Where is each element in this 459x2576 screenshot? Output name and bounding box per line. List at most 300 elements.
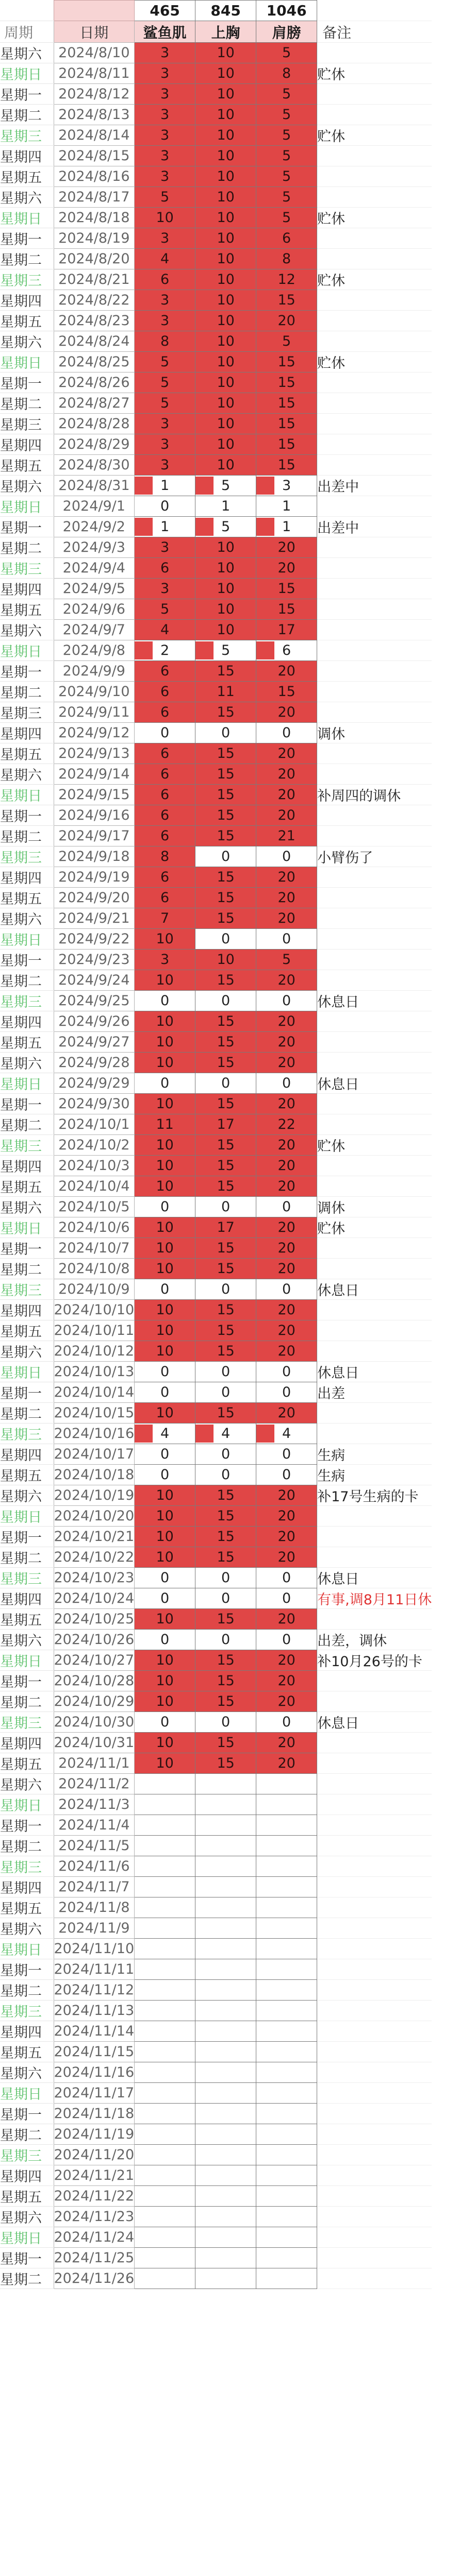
shark-muscle-cell[interactable]: 3 xyxy=(135,125,195,146)
shark-muscle-cell[interactable] xyxy=(135,1897,195,1918)
shark-muscle-cell[interactable] xyxy=(135,476,195,496)
upper-chest-cell[interactable]: 0 xyxy=(195,723,256,743)
date-cell[interactable]: 2024/11/3 xyxy=(54,1794,135,1815)
date-cell[interactable]: 2024/9/14 xyxy=(54,764,135,785)
shoulders-cell[interactable] xyxy=(256,1939,317,1959)
shoulders-cell[interactable]: 20 xyxy=(256,764,317,785)
upper-chest-cell[interactable]: 15 xyxy=(195,1609,256,1630)
shoulders-cell[interactable]: 21 xyxy=(256,826,317,846)
shark-muscle-cell[interactable]: 10 xyxy=(135,1341,195,1362)
shoulders-cell[interactable]: 12 xyxy=(256,269,317,290)
upper-chest-cell[interactable]: 10 xyxy=(195,599,256,620)
shoulders-cell[interactable]: 22 xyxy=(256,1114,317,1135)
shark-muscle-cell[interactable]: 10 xyxy=(135,1547,195,1568)
shark-muscle-cell[interactable]: 0 xyxy=(135,1279,195,1300)
date-cell[interactable]: 2024/9/4 xyxy=(54,558,135,579)
shark-muscle-cell[interactable] xyxy=(135,1815,195,1836)
date-cell[interactable]: 2024/8/22 xyxy=(54,290,135,311)
shoulders-cell[interactable]: 15 xyxy=(256,290,317,311)
totals-blank-date[interactable] xyxy=(54,1,135,21)
upper-chest-cell[interactable]: 0 xyxy=(195,1279,256,1300)
upper-chest-cell[interactable]: 10 xyxy=(195,537,256,558)
shark-muscle-cell[interactable] xyxy=(135,2042,195,2062)
upper-chest-cell[interactable]: 1 xyxy=(195,496,256,517)
date-cell[interactable]: 2024/8/21 xyxy=(54,269,135,290)
date-cell[interactable]: 2024/10/15 xyxy=(54,1403,135,1423)
shoulders-cell[interactable]: 15 xyxy=(256,455,317,476)
upper-chest-cell[interactable]: 0 xyxy=(195,1382,256,1403)
shark-muscle-cell[interactable]: 0 xyxy=(135,1382,195,1403)
total-upper-chest[interactable]: 845 xyxy=(195,1,256,21)
shark-muscle-cell[interactable]: 6 xyxy=(135,867,195,888)
date-cell[interactable]: 2024/11/11 xyxy=(54,1959,135,1980)
upper-chest-cell[interactable] xyxy=(195,1918,256,1939)
shoulders-cell[interactable] xyxy=(256,2042,317,2062)
upper-chest-cell[interactable]: 15 xyxy=(195,1403,256,1423)
shoulders-cell[interactable] xyxy=(256,1877,317,1897)
upper-chest-cell[interactable] xyxy=(195,1856,256,1877)
shark-muscle-cell[interactable]: 0 xyxy=(135,1568,195,1588)
date-cell[interactable]: 2024/10/22 xyxy=(54,1547,135,1568)
date-cell[interactable]: 2024/9/29 xyxy=(54,1073,135,1094)
upper-chest-cell[interactable]: 10 xyxy=(195,166,256,187)
upper-chest-cell[interactable] xyxy=(195,2248,256,2268)
date-cell[interactable]: 2024/9/21 xyxy=(54,908,135,929)
date-cell[interactable]: 2024/10/29 xyxy=(54,1691,135,1712)
shark-muscle-cell[interactable]: 11 xyxy=(135,1114,195,1135)
upper-chest-cell[interactable]: 0 xyxy=(195,929,256,950)
shoulders-cell[interactable]: 20 xyxy=(256,1733,317,1753)
date-cell[interactable]: 2024/10/9 xyxy=(54,1279,135,1300)
date-cell[interactable]: 2024/11/18 xyxy=(54,2104,135,2124)
date-cell[interactable]: 2024/8/25 xyxy=(54,352,135,372)
shark-muscle-cell[interactable]: 0 xyxy=(135,1588,195,1609)
date-cell[interactable]: 2024/10/20 xyxy=(54,1506,135,1527)
shoulders-cell[interactable]: 20 xyxy=(256,1053,317,1073)
shoulders-cell[interactable]: 15 xyxy=(256,352,317,372)
shoulders-cell[interactable]: 0 xyxy=(256,1588,317,1609)
shoulders-cell[interactable]: 5 xyxy=(256,208,317,228)
shoulders-cell[interactable]: 0 xyxy=(256,1279,317,1300)
date-cell[interactable]: 2024/9/25 xyxy=(54,991,135,1011)
shark-muscle-cell[interactable]: 8 xyxy=(135,331,195,352)
date-cell[interactable]: 2024/10/21 xyxy=(54,1527,135,1547)
shoulders-cell[interactable] xyxy=(256,1794,317,1815)
upper-chest-cell[interactable]: 0 xyxy=(195,1444,256,1465)
upper-chest-cell[interactable]: 10 xyxy=(195,249,256,269)
shark-muscle-cell[interactable]: 0 xyxy=(135,1362,195,1382)
date-cell[interactable]: 2024/8/16 xyxy=(54,166,135,187)
upper-chest-cell[interactable]: 10 xyxy=(195,950,256,970)
date-cell[interactable]: 2024/10/24 xyxy=(54,1588,135,1609)
shark-muscle-cell[interactable] xyxy=(135,640,195,661)
date-cell[interactable]: 2024/10/11 xyxy=(54,1320,135,1341)
upper-chest-header[interactable]: 上胸 xyxy=(195,21,256,43)
shoulders-cell[interactable] xyxy=(256,2268,317,2289)
upper-chest-cell[interactable]: 15 xyxy=(195,867,256,888)
shark-muscle-cell[interactable]: 0 xyxy=(135,991,195,1011)
date-cell[interactable]: 2024/11/1 xyxy=(54,1753,135,1774)
shark-muscle-cell[interactable] xyxy=(135,2268,195,2289)
shoulders-cell[interactable]: 8 xyxy=(256,249,317,269)
shark-muscle-cell[interactable]: 6 xyxy=(135,826,195,846)
shoulders-cell[interactable] xyxy=(256,1980,317,2001)
date-cell[interactable]: 2024/9/9 xyxy=(54,661,135,682)
upper-chest-cell[interactable]: 15 xyxy=(195,908,256,929)
shoulders-cell[interactable] xyxy=(256,2083,317,2104)
date-cell[interactable]: 2024/10/8 xyxy=(54,1259,135,1279)
date-cell[interactable]: 2024/11/13 xyxy=(54,2001,135,2021)
shoulders-cell[interactable] xyxy=(256,517,317,537)
date-cell[interactable]: 2024/8/18 xyxy=(54,208,135,228)
upper-chest-cell[interactable]: 15 xyxy=(195,702,256,723)
shoulders-cell[interactable]: 20 xyxy=(256,661,317,682)
shoulders-cell[interactable]: 20 xyxy=(256,743,317,764)
shark-muscle-cell[interactable] xyxy=(135,1918,195,1939)
shark-muscle-cell[interactable] xyxy=(135,1939,195,1959)
upper-chest-cell[interactable]: 15 xyxy=(195,1527,256,1547)
shoulders-cell[interactable]: 20 xyxy=(256,970,317,991)
date-cell[interactable]: 2024/9/22 xyxy=(54,929,135,950)
shoulders-cell[interactable]: 0 xyxy=(256,1382,317,1403)
shoulders-cell[interactable]: 5 xyxy=(256,84,317,105)
shoulders-cell[interactable] xyxy=(256,1774,317,1794)
shoulders-cell[interactable]: 0 xyxy=(256,846,317,867)
upper-chest-cell[interactable] xyxy=(195,2001,256,2021)
upper-chest-cell[interactable]: 10 xyxy=(195,105,256,125)
upper-chest-cell[interactable]: 15 xyxy=(195,970,256,991)
date-cell[interactable]: 2024/8/20 xyxy=(54,249,135,269)
shark-muscle-cell[interactable]: 3 xyxy=(135,950,195,970)
date-cell[interactable]: 2024/10/5 xyxy=(54,1197,135,1217)
upper-chest-cell[interactable]: 15 xyxy=(195,1733,256,1753)
shark-muscle-cell[interactable]: 10 xyxy=(135,1753,195,1774)
shoulders-cell[interactable] xyxy=(256,2186,317,2207)
upper-chest-cell[interactable]: 10 xyxy=(195,63,256,84)
upper-chest-cell[interactable]: 17 xyxy=(195,1217,256,1238)
upper-chest-cell[interactable]: 10 xyxy=(195,146,256,166)
shark-muscle-cell[interactable]: 0 xyxy=(135,723,195,743)
shark-muscle-cell[interactable]: 3 xyxy=(135,228,195,249)
shoulders-cell[interactable]: 20 xyxy=(256,1506,317,1527)
shoulders-cell[interactable]: 0 xyxy=(256,1568,317,1588)
shoulders-cell[interactable]: 15 xyxy=(256,393,317,414)
date-cell[interactable]: 2024/10/19 xyxy=(54,1485,135,1506)
upper-chest-cell[interactable]: 15 xyxy=(195,1094,256,1114)
upper-chest-cell[interactable]: 15 xyxy=(195,1011,256,1032)
date-cell[interactable]: 2024/10/26 xyxy=(54,1630,135,1650)
date-cell[interactable]: 2024/9/23 xyxy=(54,950,135,970)
date-cell[interactable]: 2024/8/10 xyxy=(54,43,135,63)
date-cell[interactable]: 2024/11/12 xyxy=(54,1980,135,2001)
shark-muscle-cell[interactable]: 4 xyxy=(135,249,195,269)
shoulders-cell[interactable] xyxy=(256,1836,317,1856)
date-cell[interactable]: 2024/10/16 xyxy=(54,1423,135,1444)
shark-muscle-cell[interactable] xyxy=(135,2083,195,2104)
date-cell[interactable]: 2024/10/4 xyxy=(54,1176,135,1197)
shark-muscle-cell[interactable]: 10 xyxy=(135,1259,195,1279)
shark-muscle-cell[interactable]: 10 xyxy=(135,1217,195,1238)
date-cell[interactable]: 2024/9/16 xyxy=(54,805,135,826)
shoulders-cell[interactable] xyxy=(256,2165,317,2186)
shark-muscle-cell[interactable]: 3 xyxy=(135,84,195,105)
shark-muscle-cell[interactable]: 6 xyxy=(135,661,195,682)
shark-muscle-cell[interactable]: 10 xyxy=(135,1156,195,1176)
date-cell[interactable]: 2024/9/1 xyxy=(54,496,135,517)
upper-chest-cell[interactable]: 15 xyxy=(195,1176,256,1197)
shoulders-cell[interactable] xyxy=(256,2062,317,2083)
upper-chest-cell[interactable]: 10 xyxy=(195,125,256,146)
date-cell[interactable]: 2024/10/13 xyxy=(54,1362,135,1382)
date-cell[interactable]: 2024/11/10 xyxy=(54,1939,135,1959)
upper-chest-cell[interactable] xyxy=(195,2227,256,2248)
upper-chest-cell[interactable]: 10 xyxy=(195,43,256,63)
date-cell[interactable]: 2024/9/3 xyxy=(54,537,135,558)
shoulders-cell[interactable]: 20 xyxy=(256,1135,317,1156)
upper-chest-cell[interactable] xyxy=(195,2062,256,2083)
upper-chest-cell[interactable]: 15 xyxy=(195,805,256,826)
upper-chest-cell[interactable] xyxy=(195,1897,256,1918)
shoulders-cell[interactable]: 20 xyxy=(256,1527,317,1547)
upper-chest-cell[interactable]: 10 xyxy=(195,558,256,579)
shoulders-cell[interactable]: 1 xyxy=(256,496,317,517)
date-cell[interactable]: 2024/10/12 xyxy=(54,1341,135,1362)
shark-muscle-cell[interactable]: 0 xyxy=(135,1630,195,1650)
date-cell[interactable]: 2024/11/20 xyxy=(54,2145,135,2165)
date-cell[interactable]: 2024/8/24 xyxy=(54,331,135,352)
date-cell[interactable]: 2024/11/8 xyxy=(54,1897,135,1918)
upper-chest-cell[interactable] xyxy=(195,1815,256,1836)
shark-muscle-cell[interactable]: 0 xyxy=(135,1465,195,1485)
date-cell[interactable]: 2024/9/2 xyxy=(54,517,135,537)
shoulders-cell[interactable]: 0 xyxy=(256,1712,317,1733)
shark-muscle-cell[interactable] xyxy=(135,2207,195,2227)
shoulders-cell[interactable]: 15 xyxy=(256,682,317,702)
upper-chest-cell[interactable]: 0 xyxy=(195,1568,256,1588)
date-cell[interactable]: 2024/9/17 xyxy=(54,826,135,846)
shark-muscle-cell[interactable]: 3 xyxy=(135,146,195,166)
date-cell[interactable]: 2024/8/13 xyxy=(54,105,135,125)
date-cell[interactable]: 2024/10/18 xyxy=(54,1465,135,1485)
shark-muscle-cell[interactable]: 6 xyxy=(135,888,195,908)
shark-muscle-cell[interactable]: 6 xyxy=(135,805,195,826)
date-cell[interactable]: 2024/10/14 xyxy=(54,1382,135,1403)
upper-chest-cell[interactable] xyxy=(195,2104,256,2124)
date-cell[interactable]: 2024/10/2 xyxy=(54,1135,135,1156)
shoulders-header[interactable]: 肩膀 xyxy=(256,21,317,43)
shoulders-cell[interactable]: 20 xyxy=(256,1259,317,1279)
upper-chest-cell[interactable] xyxy=(195,2083,256,2104)
shoulders-cell[interactable] xyxy=(256,2001,317,2021)
shoulders-cell[interactable]: 0 xyxy=(256,723,317,743)
shoulders-cell[interactable] xyxy=(256,1897,317,1918)
shark-muscle-cell[interactable]: 6 xyxy=(135,682,195,702)
date-cell[interactable]: 2024/10/27 xyxy=(54,1650,135,1671)
shark-muscle-cell[interactable]: 10 xyxy=(135,1238,195,1259)
shark-muscle-cell[interactable]: 10 xyxy=(135,929,195,950)
shark-muscle-cell[interactable]: 10 xyxy=(135,1733,195,1753)
upper-chest-cell[interactable]: 10 xyxy=(195,414,256,434)
shoulders-cell[interactable]: 5 xyxy=(256,105,317,125)
upper-chest-cell[interactable]: 15 xyxy=(195,1300,256,1320)
upper-chest-cell[interactable]: 10 xyxy=(195,352,256,372)
shark-muscle-cell[interactable]: 10 xyxy=(135,1176,195,1197)
shark-muscle-cell[interactable] xyxy=(135,1856,195,1877)
shark-muscle-cell[interactable]: 0 xyxy=(135,1073,195,1094)
shark-muscle-cell[interactable] xyxy=(135,2104,195,2124)
upper-chest-cell[interactable]: 15 xyxy=(195,1032,256,1053)
upper-chest-cell[interactable]: 15 xyxy=(195,826,256,846)
upper-chest-cell[interactable]: 15 xyxy=(195,1053,256,1073)
date-cell[interactable]: 2024/9/20 xyxy=(54,888,135,908)
shark-muscle-cell[interactable]: 10 xyxy=(135,1691,195,1712)
shoulders-cell[interactable]: 20 xyxy=(256,867,317,888)
upper-chest-cell[interactable] xyxy=(195,2207,256,2227)
shark-muscle-cell[interactable] xyxy=(135,2165,195,2186)
shark-muscle-cell[interactable]: 3 xyxy=(135,311,195,331)
upper-chest-cell[interactable] xyxy=(195,1877,256,1897)
upper-chest-cell[interactable]: 15 xyxy=(195,1691,256,1712)
date-cell[interactable]: 2024/11/17 xyxy=(54,2083,135,2104)
shark-muscle-cell[interactable]: 10 xyxy=(135,1135,195,1156)
upper-chest-cell[interactable]: 15 xyxy=(195,1650,256,1671)
upper-chest-cell[interactable]: 0 xyxy=(195,1588,256,1609)
date-cell[interactable]: 2024/9/11 xyxy=(54,702,135,723)
date-cell[interactable]: 2024/11/26 xyxy=(54,2268,135,2289)
upper-chest-cell[interactable]: 10 xyxy=(195,331,256,352)
upper-chest-cell[interactable]: 15 xyxy=(195,1753,256,1774)
date-cell[interactable]: 2024/11/14 xyxy=(54,2021,135,2042)
shoulders-cell[interactable]: 5 xyxy=(256,950,317,970)
shark-muscle-cell[interactable]: 6 xyxy=(135,764,195,785)
shoulders-cell[interactable] xyxy=(256,2145,317,2165)
shoulders-cell[interactable]: 0 xyxy=(256,1465,317,1485)
upper-chest-cell[interactable] xyxy=(195,517,256,537)
shark-muscle-cell[interactable]: 10 xyxy=(135,1011,195,1032)
shoulders-cell[interactable]: 15 xyxy=(256,434,317,455)
shark-muscle-cell[interactable] xyxy=(135,1774,195,1794)
upper-chest-cell[interactable]: 10 xyxy=(195,434,256,455)
upper-chest-cell[interactable]: 0 xyxy=(195,846,256,867)
date-cell[interactable]: 2024/9/7 xyxy=(54,620,135,640)
upper-chest-cell[interactable] xyxy=(195,640,256,661)
shark-muscle-cell[interactable]: 6 xyxy=(135,558,195,579)
date-cell[interactable]: 2024/9/27 xyxy=(54,1032,135,1053)
shoulders-cell[interactable]: 20 xyxy=(256,1176,317,1197)
shark-muscle-cell[interactable] xyxy=(135,1959,195,1980)
date-cell[interactable]: 2024/11/19 xyxy=(54,2124,135,2145)
shoulders-cell[interactable]: 0 xyxy=(256,1630,317,1650)
shark-muscle-cell[interactable]: 8 xyxy=(135,846,195,867)
shark-muscle-cell[interactable]: 10 xyxy=(135,1609,195,1630)
shark-muscle-cell[interactable]: 0 xyxy=(135,1197,195,1217)
shark-muscle-cell[interactable]: 3 xyxy=(135,537,195,558)
date-cell[interactable]: 2024/10/30 xyxy=(54,1712,135,1733)
date-cell[interactable]: 2024/11/4 xyxy=(54,1815,135,1836)
upper-chest-cell[interactable]: 10 xyxy=(195,579,256,599)
upper-chest-cell[interactable]: 15 xyxy=(195,661,256,682)
date-cell[interactable]: 2024/8/28 xyxy=(54,414,135,434)
upper-chest-cell[interactable]: 15 xyxy=(195,1259,256,1279)
date-cell[interactable]: 2024/11/16 xyxy=(54,2062,135,2083)
upper-chest-cell[interactable] xyxy=(195,2042,256,2062)
shoulders-cell[interactable]: 20 xyxy=(256,702,317,723)
date-cell[interactable]: 2024/11/6 xyxy=(54,1856,135,1877)
shark-muscle-cell[interactable] xyxy=(135,2021,195,2042)
upper-chest-cell[interactable]: 15 xyxy=(195,1156,256,1176)
shoulders-cell[interactable]: 20 xyxy=(256,1300,317,1320)
date-cell[interactable]: 2024/11/24 xyxy=(54,2227,135,2248)
date-cell[interactable]: 2024/11/9 xyxy=(54,1918,135,1939)
date-cell[interactable]: 2024/8/31 xyxy=(54,476,135,496)
upper-chest-cell[interactable] xyxy=(195,2145,256,2165)
date-cell[interactable]: 2024/10/3 xyxy=(54,1156,135,1176)
shark-muscle-cell[interactable]: 10 xyxy=(135,1403,195,1423)
shoulders-cell[interactable]: 15 xyxy=(256,414,317,434)
shark-muscle-cell[interactable] xyxy=(135,1980,195,2001)
shoulders-cell[interactable] xyxy=(256,1856,317,1877)
shoulders-cell[interactable] xyxy=(256,1918,317,1939)
shoulders-cell[interactable]: 0 xyxy=(256,1197,317,1217)
shoulders-cell[interactable]: 20 xyxy=(256,1341,317,1362)
shark-muscle-cell[interactable]: 3 xyxy=(135,579,195,599)
upper-chest-cell[interactable] xyxy=(195,1959,256,1980)
shoulders-cell[interactable]: 5 xyxy=(256,125,317,146)
shark-muscle-cell[interactable]: 5 xyxy=(135,393,195,414)
total-shark-muscle[interactable]: 465 xyxy=(135,1,195,21)
shark-muscle-cell[interactable]: 10 xyxy=(135,1300,195,1320)
upper-chest-cell[interactable] xyxy=(195,1774,256,1794)
date-cell[interactable]: 2024/10/17 xyxy=(54,1444,135,1465)
shoulders-cell[interactable] xyxy=(256,2104,317,2124)
upper-chest-cell[interactable]: 10 xyxy=(195,290,256,311)
shoulders-cell[interactable]: 20 xyxy=(256,1217,317,1238)
shoulders-cell[interactable] xyxy=(256,476,317,496)
upper-chest-cell[interactable]: 15 xyxy=(195,1341,256,1362)
date-cell[interactable]: 2024/11/7 xyxy=(54,1877,135,1897)
shark-muscle-cell[interactable] xyxy=(135,1836,195,1856)
shark-muscle-cell[interactable]: 6 xyxy=(135,785,195,805)
date-cell[interactable]: 2024/9/10 xyxy=(54,682,135,702)
upper-chest-cell[interactable]: 10 xyxy=(195,84,256,105)
shark-muscle-cell[interactable]: 10 xyxy=(135,1320,195,1341)
shoulders-cell[interactable]: 8 xyxy=(256,63,317,84)
shark-muscle-cell[interactable]: 10 xyxy=(135,1650,195,1671)
shoulders-cell[interactable]: 20 xyxy=(256,1671,317,1691)
upper-chest-cell[interactable]: 15 xyxy=(195,1485,256,1506)
date-cell[interactable]: 2024/10/10 xyxy=(54,1300,135,1320)
shoulders-cell[interactable]: 15 xyxy=(256,599,317,620)
shoulders-cell[interactable]: 20 xyxy=(256,1650,317,1671)
shoulders-cell[interactable] xyxy=(256,2248,317,2268)
shark-muscle-cell[interactable] xyxy=(135,2248,195,2268)
date-cell[interactable]: 2024/8/14 xyxy=(54,125,135,146)
shoulders-cell[interactable]: 20 xyxy=(256,785,317,805)
date-cell[interactable]: 2024/11/5 xyxy=(54,1836,135,1856)
shark-muscle-cell[interactable]: 0 xyxy=(135,1444,195,1465)
shoulders-cell[interactable]: 20 xyxy=(256,1032,317,1053)
upper-chest-cell[interactable]: 0 xyxy=(195,1197,256,1217)
shark-muscle-cell[interactable]: 6 xyxy=(135,269,195,290)
upper-chest-cell[interactable] xyxy=(195,1423,256,1444)
shark-muscle-cell[interactable] xyxy=(135,2124,195,2145)
shoulders-cell[interactable]: 20 xyxy=(256,1609,317,1630)
shoulders-cell[interactable]: 0 xyxy=(256,991,317,1011)
upper-chest-cell[interactable]: 0 xyxy=(195,1073,256,1094)
upper-chest-cell[interactable] xyxy=(195,2124,256,2145)
upper-chest-cell[interactable] xyxy=(195,2165,256,2186)
date-cell[interactable]: 2024/8/26 xyxy=(54,372,135,393)
